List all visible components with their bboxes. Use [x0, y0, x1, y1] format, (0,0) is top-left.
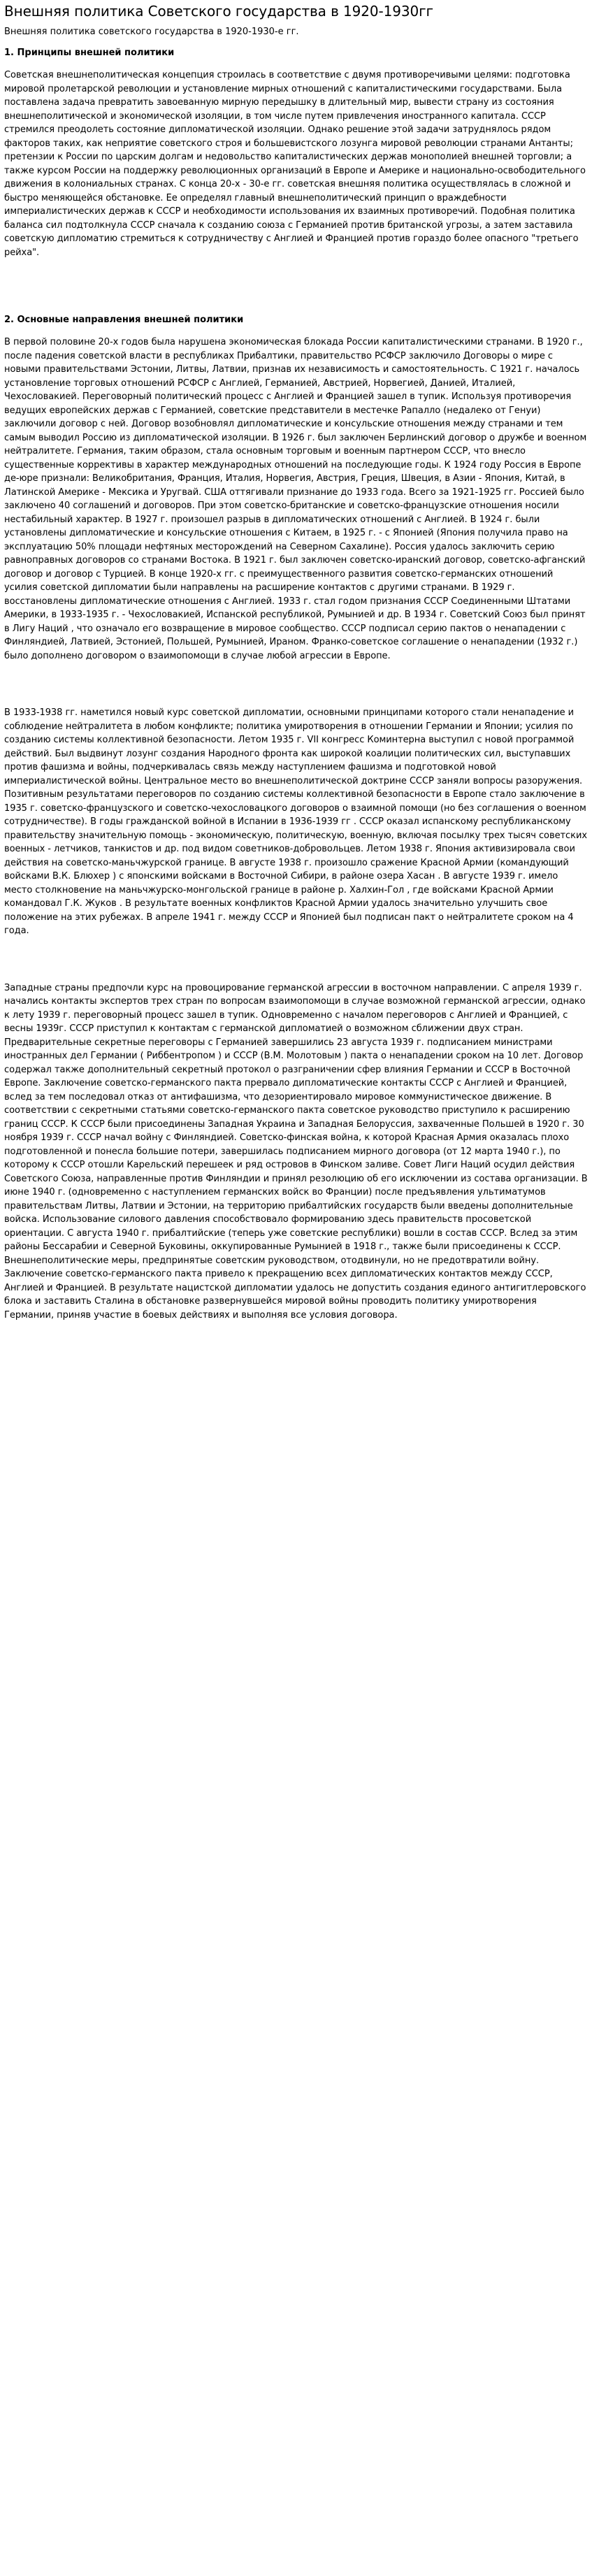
section-main-directions	[4, 313, 588, 1322]
section-paragraph: В 1933-1938 гг. наметился новый курс советской дипломатии, основными принципами которого стали ненападение и соблюдение нейтралитета в любом конфликте; политика умиротворения в отношении Германии и Японии; усилия по созданию системы коллективной безопасности. Летом 1935 г. VII конгресс Коминтерна выступил с новой программой действий. Был выдвинут лозунг создания Народного фронта как широкой коалиции политических сил, выступавших против фашизма и войны, подчеркивалась связь между наступлением фашизма и подготовкой новой империалистической войны. Центральное место во внешнеполитической доктрине СССР заняли вопросы разоружения. Позитивным результатами переговоров по созданию системы коллективной безопасности в Европе стало заключение в 1935 г. советско-французского и советско-чехословацкого договоров о взаимной помощи (но без соглашения о военном сотрудничестве). В годы гражданской войной в Испании в 1936-1939 гг . СССР оказал испанскому республиканскому правительству значительную помощь - экономическую, политическую, военную, включая посылку трех тысяч советских военных - летчиков, танкистов и др. под видом советников-добровольцев. Летом 1938 г. Япония активизировала свои действия на советско-маньчжурской границе. В августе 1938 г. произошло сражение Красной Армии (командующий войсками В.К. Блюхер ) с японскими войсками в Восточной Сибири, в районе озера Хасан . В августе 1939 г. имело место столкновение на маньчжурско-монгольской границе в районе р. Халхин-Гол , где войсками Красной Армии командовал Г.К. Жуков . В результате военных конфликтов Красной Армии удалось значительно улучшить свое положение на этих рубежах. В апреле 1941 г. между СССР и Японией был подписан пакт о нейтралитете сроком на 4 года.	[4, 707, 587, 936]
section-heading: 2. Основные направления внешней политики	[4, 315, 244, 325]
section-heading: 1. Принципы внешней политики	[4, 48, 175, 58]
section-paragraph: В первой половине 20-х годов была нарушена экономическая блокада России капиталистическими странами. В 1920 г., после падения советской власти в республиках Прибалтики, правительство РСФСР заключило Договоры о мире с новыми правительствами Эстонии, Литвы, Латвии, признав их независимость и самостоятельность. С 1921 г. началось установление торговых отношений РСФСР с Англией, Германией, Австрией, Норвегией, Данией, Италией, Чехословакией. Переговорный политический процесс с Англией и Францией зашел в тупик. Используя противоречия ведущих европейских держав с Германией, советские представители в местечке Рапалло (недалеко от Генуи) заключили договор с ней. Договор возобновлял дипломатические и консульские отношения между странами и тем самым выводил Россию из дипломатической изоляции. В 1926 г. был заключен Берлинский договор о дружбе и военном нейтралитете. Германия, таким образом, стала основным торговым и военным партнером СССР, что внесло существенные коррективы в характер международных отношений на последующие годы. К 1924 году Россия в Европе де-юре признали: Великобритания, Франция, Италия, Норвегия, Австрия, Греция, Швеция, в Азии - Япония, Китай, в Латинской Америке - Мексика и Уругвай. США оттягивали признание до 1933 года. Всего за 1921-1925 гг. Россией было заключено 40 соглашений и договоров. При этом советско-британские и советско-французские отношения носили нестабильный характер. В 1927 г. произошел разрыв в дипломатических отношений с Англией. В 1924 г. были установлены дипломатические и консульские отношения с Китаем, в 1925 г. - с Японией (Япония получила право на эксплуатацию 50% площади нефтяных месторождений на Северном Сахалине). Россия удалось заключить серию равноправных договоров со странами Востока. В 1921 г. был заключен советско-иранский договор, советско-афганский договор и договор с Турцией. В конце 1920-х гг. с преимущественного развития советско-германских отношений усилия советской дипломатии были направлены на расширение контактов с другими странами. В 1929 г. восстановлены дипломатические отношения с Англией. 1933 г. стал годом признания СССР Соединенными Штатами Америки, в 1933-1935 г. - Чехословакией, Испанской республикой, Румынией и др. В 1934 г. Советский Союз был принят в Лигу Наций , что означало его возвращение в мировое сообщество. СССР подписал серию пактов о ненападении с Финляндией, Латвией, Эстонией, Польшей, Румынией, Ираном. Франко-советское соглашение о ненападении (1932 г.) было дополнено договором о взаимопомощи в случае любой агрессии в Европе.	[4, 337, 587, 661]
document-subtitle: Внешняя политика советского государства в 1920-1930-е гг.	[4, 27, 299, 37]
section-paragraph: Советская внешнеполитическая концепция строилась в соответствие с двумя противоречивыми целями: подготовка мировой пролетарской революции и установление мирных отношений с капиталистическими государствами. Была поставлена задача превратить завоеванную мирную передышку в длительный мир, вывести страну из состояния внешнеполитической и экономической изоляции, в том числе путем привлечения иностранного капитала. СССР стремился преодолеть состояние дипломатической изоляции. Однако решение этой задачи затруднялось рядом факторов таких, как неприятие советского строя и большевистского лозунга мировой революции странами Антанты; претензии к России по царским долгам и недовольство капиталистических держав монополией внешней торговли; а также курсом России на поддержку революционных организаций в Европе и Америке и национально-освободительного движения в колониальных странах. С конца 20-х - 30-е гг. советская внешняя политика осуществлялась в сложной и быстро меняющейся обстановке. Ее определял главный внешнеполитический принцип о враждебности империалистических держав к СССР и необходимости использования их взаимных противоречий. Подобная политика баланса сил подтолкнула СССР сначала к созданию союза с Германией против британской угрозы, а затем заставила советскую дипломатию стремиться к сотрудничеству с Англией и Францией против гораздо более опасного "третьего рейха".	[4, 70, 586, 258]
section-principles	[4, 46, 588, 259]
document-title: Внешняя политика Советского государства в 1920-1930гг	[4, 3, 433, 20]
section-paragraph: Западные страны предпочли курс на провоцирование германской агрессии в восточном направлении. С апреля 1939 г. начались контакты экспертов трех стран по вопросам взаимопомощи в случае возможной германской агрессии, однако к лету 1939 г. переговорный процесс зашел в тупик. Одновременно с началом переговоров с Англией и Францией, с весны 1939г. СССР приступил к контактам с германской дипломатией о возможном сближении двух стран. Предварительные секретные переговоры с Германией завершились 23 августа 1939 г. подписанием министрами иностранных дел Германии ( Риббентропом ) и СССР (В.М. Молотовым ) пакта о ненападении сроком на 10 лет. Договор содержал также дополнительный секретный протокол о разграничении сфер влияния Германии и СССР в Восточной Европе. Заключение советско-германского пакта прервало дипломатические контакты СССР с Англией и Францией, вслед за тем последовал отказ от антифашизма, что дезориентировало мировое коммунистическое движение. В соответствии с секретными статьями советско-германского пакта советское руководство приступило к расширению границ СССР. К СССР были присоединены Западная Украина и Западная Белоруссия, захваченные Польшей в 1920 г. 30 ноября 1939 г. СССР начал войну с Финляндией. Советско-финская война, к которой Красная Армия оказалась плохо подготовленной и понесла большие потери, завершилась подписанием мирного договора (от 12 марта 1940 г.), по которому к СССР отошли Карельский перешеек и ряд островов в Финском заливе. Совет Лиги Наций осудил действия Советского Союза, направленные против Финляндии и принял резолюцию об его исключении из состава организации. В июне 1940 г. (одновременно с наступлением германских войск во Франции) после предъявления ультиматумов правительствам Литвы, Латвии и Эстонии, на территорию прибалтийских государств были введены дополнительные войска. Использование силового давления способствовало формированию здесь правительств просоветской ориентации. С августа 1940 г. прибалтийские (теперь уже советские республики) вошли в состав СССР. Вслед за этим районы Бессарабии и Северной Буковины, оккупированные Румынией в 1918 г., также были присоединены к СССР. Внешнеполитические меры, предпринятые советским руководством, отодвинули, но не предотвратили войну. Заключение советско-германского пакта привело к прекращению всех дипломатических контактов между СССР, Англией и Францией. В результате нацистской дипломатии удалось не допустить создания единого антигитлеровского блока и заставить Сталина в обстановке развернувшейся мировой войны проводить политику умиротворения Германии, приняв участие в боевых действиях и выполняя все условия договора.	[4, 982, 588, 1321]
